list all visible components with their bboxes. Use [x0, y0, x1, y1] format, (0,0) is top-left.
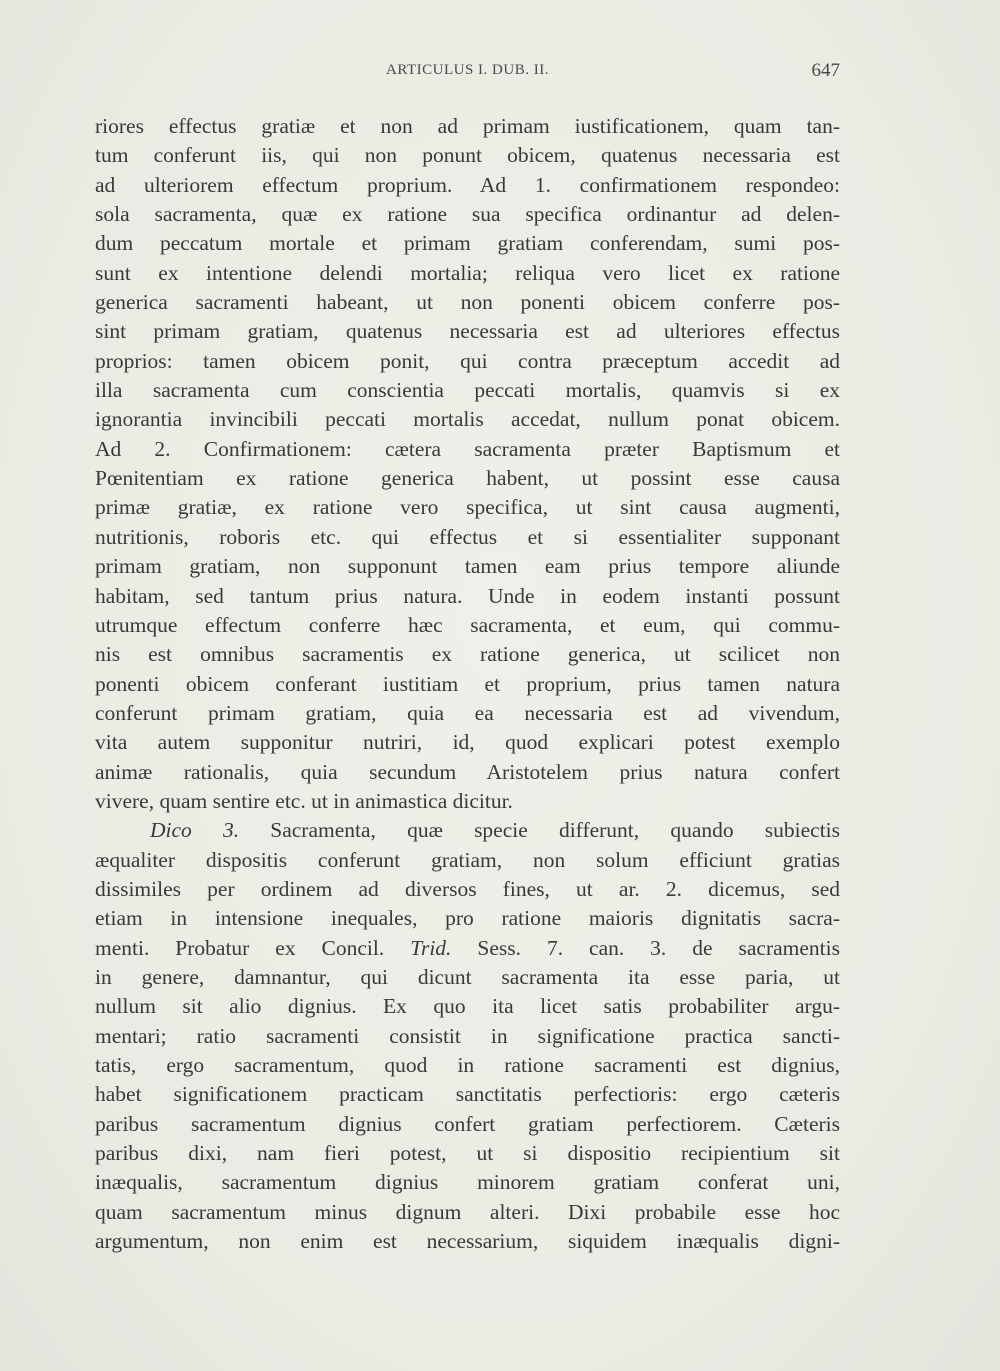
line-text: Sess. 7. can. 3. de sacramentis [451, 935, 840, 960]
italic-term: Trid. [410, 935, 452, 960]
text-line: habitam, sed tantum prius natura. Unde in eodem instanti possunt [95, 583, 840, 608]
text-line: sunt ex intentione delendi mortalia; reliqua vero licet ex ratione [95, 260, 840, 285]
text-line: riores effectus gratiæ et non ad primam iustificationem, quam tan- [95, 114, 840, 138]
text-line: æqualiter dispositis conferunt gratiam, non solum efficiunt gratias [95, 847, 840, 872]
text-line: nullum sit alio dignius. Ex quo ita licet satis probabiliter argu- [95, 994, 840, 1019]
text-line: mentari; ratio sacramenti consistit in significatione practica sancti- [95, 1023, 840, 1048]
italic-term: Dico 3. [150, 818, 240, 843]
text-line: paribus dixi, nam fieri potest, ut si dispositio recipientium sit [95, 1141, 840, 1166]
text-line: illa sacramenta cum conscientia peccati mortalis, quamvis si ex [95, 378, 840, 403]
running-title: ARTICULUS I. DUB. II. [386, 62, 549, 78]
text-line: vivere, quam sentire etc. ut in animastica dicitur. [95, 788, 513, 813]
text-line: sola sacramenta, quæ ex ratione sua specifica ordinantur ad delen- [95, 202, 840, 227]
line-text: Sacramenta, quæ specie differunt, quando subiectis [239, 818, 840, 843]
text-line: dum peccatum mortale et primam gratiam conferendam, sumi pos- [95, 231, 840, 256]
text-line: paribus sacramentum dignius confert gratiam perfectiorem. Cæteris [95, 1111, 840, 1136]
body-text [95, 112, 840, 1256]
text-line: nutritionis, roboris etc. qui effectus et si essentialiter supponant [95, 524, 840, 549]
text-line: in genere, damnantur, qui dicunt sacramenta ita esse paria, ut [95, 964, 840, 989]
text-line: proprios: tamen obicem ponit, qui contra præceptum accedit ad [95, 348, 840, 373]
line-text: menti. Probatur ex Concil. [95, 935, 385, 960]
text-line: vita autem supponitur nutriri, id, quod explicari potest exemplo [95, 730, 840, 755]
text-line: tatis, ergo sacramentum, quod in ratione sacramenti est dignius, [95, 1053, 840, 1077]
text-line: Pœnitentiam ex ratione generica habent, ut possint esse causa [95, 466, 840, 491]
text-line: generica sacramenti habeant, ut non ponenti obicem conferre pos- [95, 290, 840, 315]
text-line: primam gratiam, non supponunt tamen eam prius tempore aliunde [95, 554, 840, 579]
text-line: ponenti obicem conferant iustitiam et proprium, prius tamen natura [95, 671, 840, 696]
running-head [95, 62, 840, 86]
text-line: quam sacramentum minus dignum alteri. Dixi probabile esse hoc [95, 1199, 840, 1224]
text-line: inæqualis, sacramentum dignius minorem gratiam conferat uni, [95, 1170, 840, 1195]
text-line: animæ rationalis, quia secundum Aristotelem prius natura confert [95, 759, 840, 784]
text-line: conferunt primam gratiam, quia ea necessaria est ad vivendum, [95, 700, 840, 725]
text-line: tum conferunt iis, qui non ponunt obicem, quatenus necessaria est [95, 143, 840, 168]
text-line: primæ gratiæ, ex ratione vero specifica, ut sint causa augmenti, [95, 495, 840, 520]
text-line: argumentum, non enim est necessarium, siquidem inæqualis digni- [95, 1229, 840, 1254]
text-line: ignorantia invincibili peccati mortalis accedat, nullum ponat obicem. [95, 407, 840, 432]
page-number: 647 [811, 60, 840, 81]
text-line [95, 934, 840, 963]
text-line [95, 816, 840, 845]
text-line: Ad 2. Confirmationem: cætera sacramenta præter Baptismum et [95, 436, 840, 461]
text-line: dissimiles per ordinem ad diversos fines, ut ar. 2. dicemus, sed [95, 876, 840, 901]
text-line: ad ulteriorem effectum proprium. Ad 1. confirmationem respondeo: [95, 172, 840, 197]
text-line: habet significationem practicam sanctitatis perfectioris: ergo cæteris [95, 1082, 840, 1107]
text-line: etiam in intensione inequales, pro ratione maioris dignitatis sacra- [95, 906, 840, 931]
text-line: sint primam gratiam, quatenus necessaria est ad ulteriores effectus [95, 319, 840, 344]
text-line: nis est omnibus sacramentis ex ratione generica, ut scilicet non [95, 642, 840, 667]
text-line: utrumque effectum conferre hæc sacramenta, et eum, qui commu- [95, 612, 840, 637]
